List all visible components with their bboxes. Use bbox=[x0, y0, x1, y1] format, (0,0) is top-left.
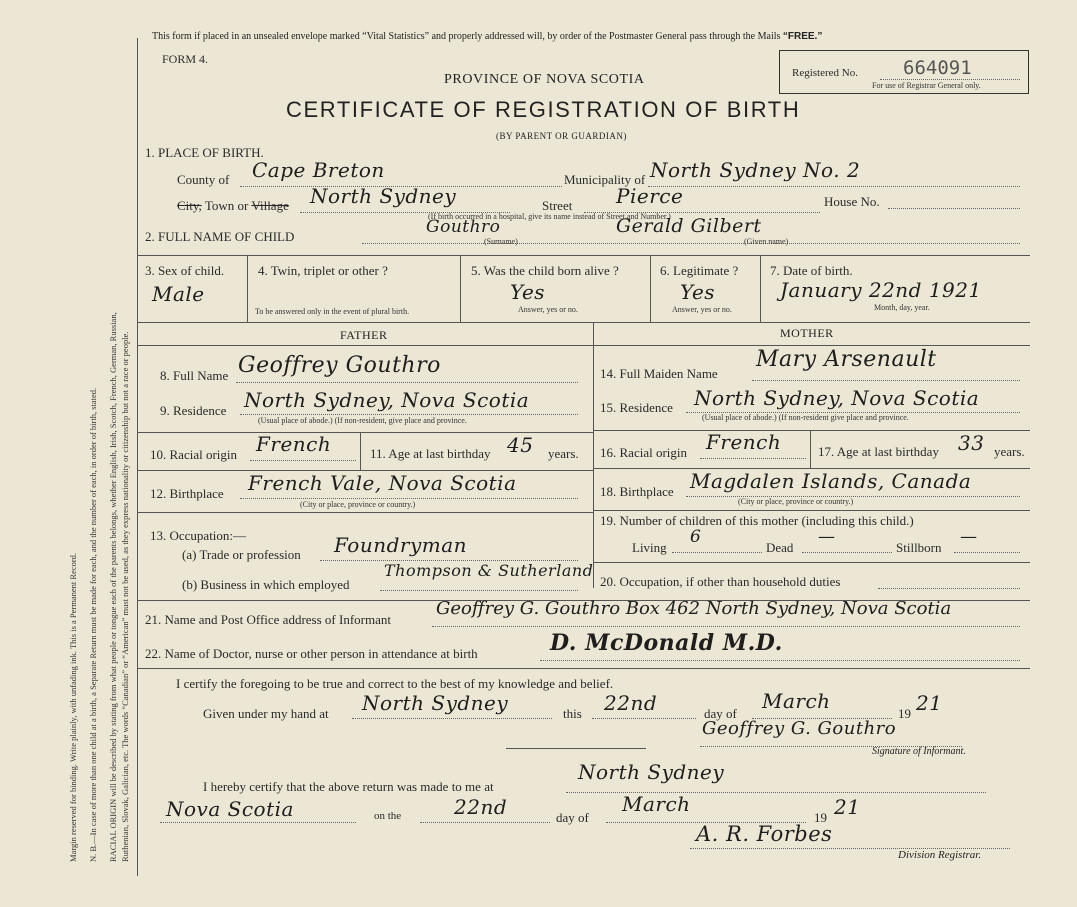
registrar-day-rule bbox=[420, 822, 550, 823]
trade-value: Foundryman bbox=[334, 533, 468, 557]
mother-occupation-rule bbox=[878, 588, 1020, 589]
mother-birthplace: Magdalen Islands, Canada bbox=[690, 469, 972, 493]
postal-note bbox=[152, 31, 822, 42]
registrar-dayof-label: day of bbox=[556, 810, 589, 825]
certificate-title: CERTIFICATE OF REGISTRATION OF BIRTH bbox=[286, 97, 801, 122]
street-label: Street bbox=[542, 198, 573, 213]
mother-racial-rule bbox=[700, 458, 806, 459]
province-heading: PROVINCE OF NOVA SCOTIA bbox=[444, 72, 645, 87]
municipality-value: North Sydney No. 2 bbox=[650, 158, 861, 182]
row-boxes-bottom bbox=[137, 322, 1030, 323]
mother-name-rule bbox=[752, 380, 1020, 381]
municipality-rule bbox=[648, 186, 1020, 187]
postal-note-text: This form if placed in an unsealed envelope marked “Vital Statistics” and properly addressed will, by order of the Postmaster General pass through the Mails bbox=[152, 31, 781, 42]
municipality-label: Municipality of bbox=[564, 172, 646, 187]
registrar-month: March bbox=[622, 792, 691, 816]
certify-text: I certify the foregoing to be true and correct to the best of my knowledge and belief. bbox=[176, 676, 614, 691]
alive-label: 5. Was the child born alive ? bbox=[471, 263, 619, 278]
box-divider-1 bbox=[247, 255, 248, 322]
father-residence-rule bbox=[240, 414, 578, 415]
registrar-year: 21 bbox=[834, 795, 861, 819]
parents-divider bbox=[593, 322, 594, 588]
county-label: County of bbox=[177, 172, 230, 187]
dead-rule bbox=[802, 552, 892, 553]
father-birthplace-label: 12. Birthplace bbox=[150, 486, 224, 501]
father-age-years: years. bbox=[548, 446, 579, 461]
stillborn-value: — bbox=[960, 527, 978, 547]
alive-note: Answer, yes or no. bbox=[518, 305, 578, 314]
street-value: Pierce bbox=[616, 184, 684, 208]
registrar-year-prefix: 19 bbox=[814, 810, 827, 825]
mother-age-divider bbox=[810, 430, 811, 468]
stillborn-label: Stillborn bbox=[896, 540, 942, 555]
given-caption: (Given name) bbox=[744, 237, 789, 246]
father-name-label: 8. Full Name bbox=[160, 368, 229, 383]
city-label: City, bbox=[177, 198, 202, 213]
given-month: March bbox=[762, 689, 831, 713]
margin-note-racial-origin: RACIAL ORIGIN will be described by stating from what people or tongue each of the parents belongs, whether English, Irish, Scotch, French, German, Russian, bbox=[108, 312, 118, 862]
mother-age: 33 bbox=[958, 431, 985, 455]
row-boxes-top bbox=[137, 255, 1030, 256]
margin-note-racial-origin-2: Ruthenian, Slovak, Galician, etc. The words “Canadian” or “American” must not be used, as they express nationality or citizenship but not a race or people. bbox=[120, 331, 130, 862]
children-label: 19. Number of children of this mother (including this child.) bbox=[600, 513, 914, 528]
given-place-rule bbox=[352, 718, 552, 719]
registrar-caption: Division Registrar. bbox=[898, 849, 982, 861]
registrar-place: North Sydney bbox=[578, 760, 725, 784]
town-value: North Sydney bbox=[310, 184, 457, 208]
father-residence-note: (Usual place of abode.) (If non-resident, give place and province. bbox=[258, 416, 467, 425]
form-left-border bbox=[137, 38, 138, 876]
county-value: Cape Breton bbox=[252, 158, 385, 182]
trade-label: (a) Trade or profession bbox=[182, 547, 301, 562]
sex-value: Male bbox=[152, 282, 205, 306]
child-given-name: Gerald Gilbert bbox=[616, 215, 762, 237]
business-value: Thompson & Sutherland bbox=[384, 561, 594, 580]
living-value: 6 bbox=[690, 527, 702, 547]
legitimate-label: 6. Legitimate ? bbox=[660, 263, 739, 278]
signature-caption: Signature of Informant. bbox=[872, 746, 966, 757]
father-age-divider bbox=[360, 432, 361, 470]
place-section-label: 1. PLACE OF BIRTH. bbox=[145, 145, 264, 160]
sex-label: 3. Sex of child. bbox=[145, 263, 225, 278]
registrar-note: For use of Registrar General only. bbox=[872, 81, 981, 90]
dead-label: Dead bbox=[766, 540, 794, 555]
registrar-signature: A. R. Forbes bbox=[696, 822, 833, 846]
signature-rule-left bbox=[506, 748, 646, 749]
given-place: North Sydney bbox=[362, 691, 509, 715]
informant-label: 21. Name and Post Office address of Informant bbox=[145, 612, 391, 627]
registered-rule bbox=[880, 79, 1020, 80]
twin-label: 4. Twin, triplet or other ? bbox=[258, 263, 388, 278]
mother-heading: MOTHER bbox=[780, 326, 834, 340]
registered-number: 664091 bbox=[903, 57, 972, 79]
dob-label: 7. Date of birth. bbox=[770, 263, 853, 278]
dob-note: Month, day, year. bbox=[874, 303, 930, 312]
town-label-group bbox=[177, 198, 289, 214]
stillborn-rule bbox=[954, 552, 1020, 553]
house-rule bbox=[888, 208, 1020, 209]
father-rule-3 bbox=[137, 512, 593, 513]
father-age-label: 11. Age at last birthday bbox=[370, 446, 491, 461]
surname-caption: (Surname) bbox=[484, 237, 518, 246]
father-residence: North Sydney, Nova Scotia bbox=[244, 388, 530, 412]
mother-residence: North Sydney, Nova Scotia bbox=[694, 386, 980, 410]
mother-occupation-label: 20. Occupation, if other than household duties bbox=[600, 574, 841, 589]
registrar-certify-line: I hereby certify that the above return was made to me at bbox=[203, 779, 494, 794]
occupation-label: 13. Occupation:— bbox=[150, 528, 247, 543]
village-label: Village bbox=[251, 198, 289, 213]
mother-rule-3 bbox=[593, 510, 1030, 511]
form-number: FORM 4. bbox=[162, 52, 209, 66]
child-name-rule bbox=[362, 243, 1020, 244]
father-name: Geoffrey Gouthro bbox=[238, 353, 441, 378]
registrar-province: Nova Scotia bbox=[166, 797, 294, 821]
mother-age-label: 17. Age at last birthday bbox=[818, 444, 939, 459]
child-surname: Gouthro bbox=[426, 217, 501, 237]
dob-value: January 22nd 1921 bbox=[780, 278, 982, 302]
certificate-subtitle: (BY PARENT OR GUARDIAN) bbox=[496, 131, 627, 141]
informant-signature: Geoffrey G. Gouthro bbox=[702, 718, 897, 739]
legitimate-note: Answer, yes or no. bbox=[672, 305, 732, 314]
this-label: this bbox=[563, 706, 582, 721]
living-label: Living bbox=[632, 540, 667, 555]
father-residence-label: 9. Residence bbox=[160, 403, 227, 418]
business-rule bbox=[380, 590, 578, 591]
margin-note-multiple-births: N. B.—In case of more than one child at a birth, a Separate Return must be made for each, and the number of each, in order of birth, stated. bbox=[88, 387, 98, 862]
father-name-rule bbox=[236, 382, 578, 383]
mother-residence-note: (Usual place of abode.) (If non-resident give place and province. bbox=[702, 413, 909, 422]
child-name-label: 2. FULL NAME OF CHILD bbox=[145, 229, 295, 244]
doctor-value: D. McDonald M.D. bbox=[550, 630, 783, 656]
dead-value: — bbox=[818, 527, 836, 547]
house-label: House No. bbox=[824, 194, 880, 209]
given-year: 21 bbox=[916, 691, 943, 715]
doctor-rule bbox=[540, 660, 1020, 661]
father-birthplace-rule bbox=[240, 498, 578, 499]
doctor-label: 22. Name of Doctor, nurse or other person in attendance at birth bbox=[145, 646, 478, 661]
free-label: “FREE.” bbox=[782, 31, 823, 42]
mother-birthplace-note: (City or place, province or country.) bbox=[738, 497, 854, 506]
given-under-label: Given under my hand at bbox=[203, 706, 329, 721]
given-day: 22nd bbox=[604, 691, 658, 715]
legitimate-value: Yes bbox=[680, 280, 716, 304]
father-heading: FATHER bbox=[340, 328, 388, 342]
margin-note-binding: Margin reserved for binding. Write plainly, with unfading ink. This is a Permanent Record. bbox=[68, 552, 78, 862]
box-divider-4 bbox=[760, 255, 761, 322]
informant-rule bbox=[432, 626, 1020, 627]
twin-note: To be answered only in the event of plural birth. bbox=[255, 307, 410, 316]
informant-value: Geoffrey G. Gouthro Box 462 North Sydney, Nova Scotia bbox=[436, 598, 952, 619]
father-racial: French bbox=[256, 432, 332, 456]
registrar-province-rule bbox=[160, 822, 356, 823]
hospital-note: (If birth occurred in a hospital, give its name instead of Street and Number.) bbox=[428, 212, 671, 221]
father-racial-label: 10. Racial origin bbox=[150, 447, 238, 462]
box-divider-3 bbox=[650, 255, 651, 322]
mother-name: Mary Arsenault bbox=[756, 347, 937, 372]
father-birthplace-note: (City or place, province or country.) bbox=[300, 500, 416, 509]
given-day-rule bbox=[592, 718, 696, 719]
given-year-prefix: 19 bbox=[898, 706, 911, 721]
parents-heading-rule bbox=[137, 345, 1030, 346]
on-the-label: on the bbox=[374, 810, 402, 822]
mother-racial-label: 16. Racial origin bbox=[600, 445, 688, 460]
dayof-label: day of bbox=[704, 706, 737, 721]
registered-label: Registered No. bbox=[792, 67, 858, 79]
alive-value: Yes bbox=[510, 280, 546, 304]
mother-name-label: 14. Full Maiden Name bbox=[600, 366, 718, 381]
mother-rule-4 bbox=[593, 562, 1030, 563]
registered-box bbox=[779, 50, 1029, 94]
mother-birthplace-label: 18. Birthplace bbox=[600, 484, 674, 499]
mother-residence-label: 15. Residence bbox=[600, 400, 673, 415]
father-racial-rule bbox=[250, 460, 356, 461]
town-label: Town or bbox=[204, 198, 249, 213]
mother-age-years: years. bbox=[994, 444, 1025, 459]
certification-top-rule bbox=[137, 668, 1030, 669]
box-divider-2 bbox=[460, 255, 461, 322]
mother-racial: French bbox=[706, 430, 782, 454]
registrar-day: 22nd bbox=[454, 795, 508, 819]
father-birthplace: French Vale, Nova Scotia bbox=[248, 471, 517, 495]
father-age: 45 bbox=[507, 433, 534, 457]
business-label: (b) Business in which employed bbox=[182, 577, 350, 592]
living-rule bbox=[672, 552, 762, 553]
